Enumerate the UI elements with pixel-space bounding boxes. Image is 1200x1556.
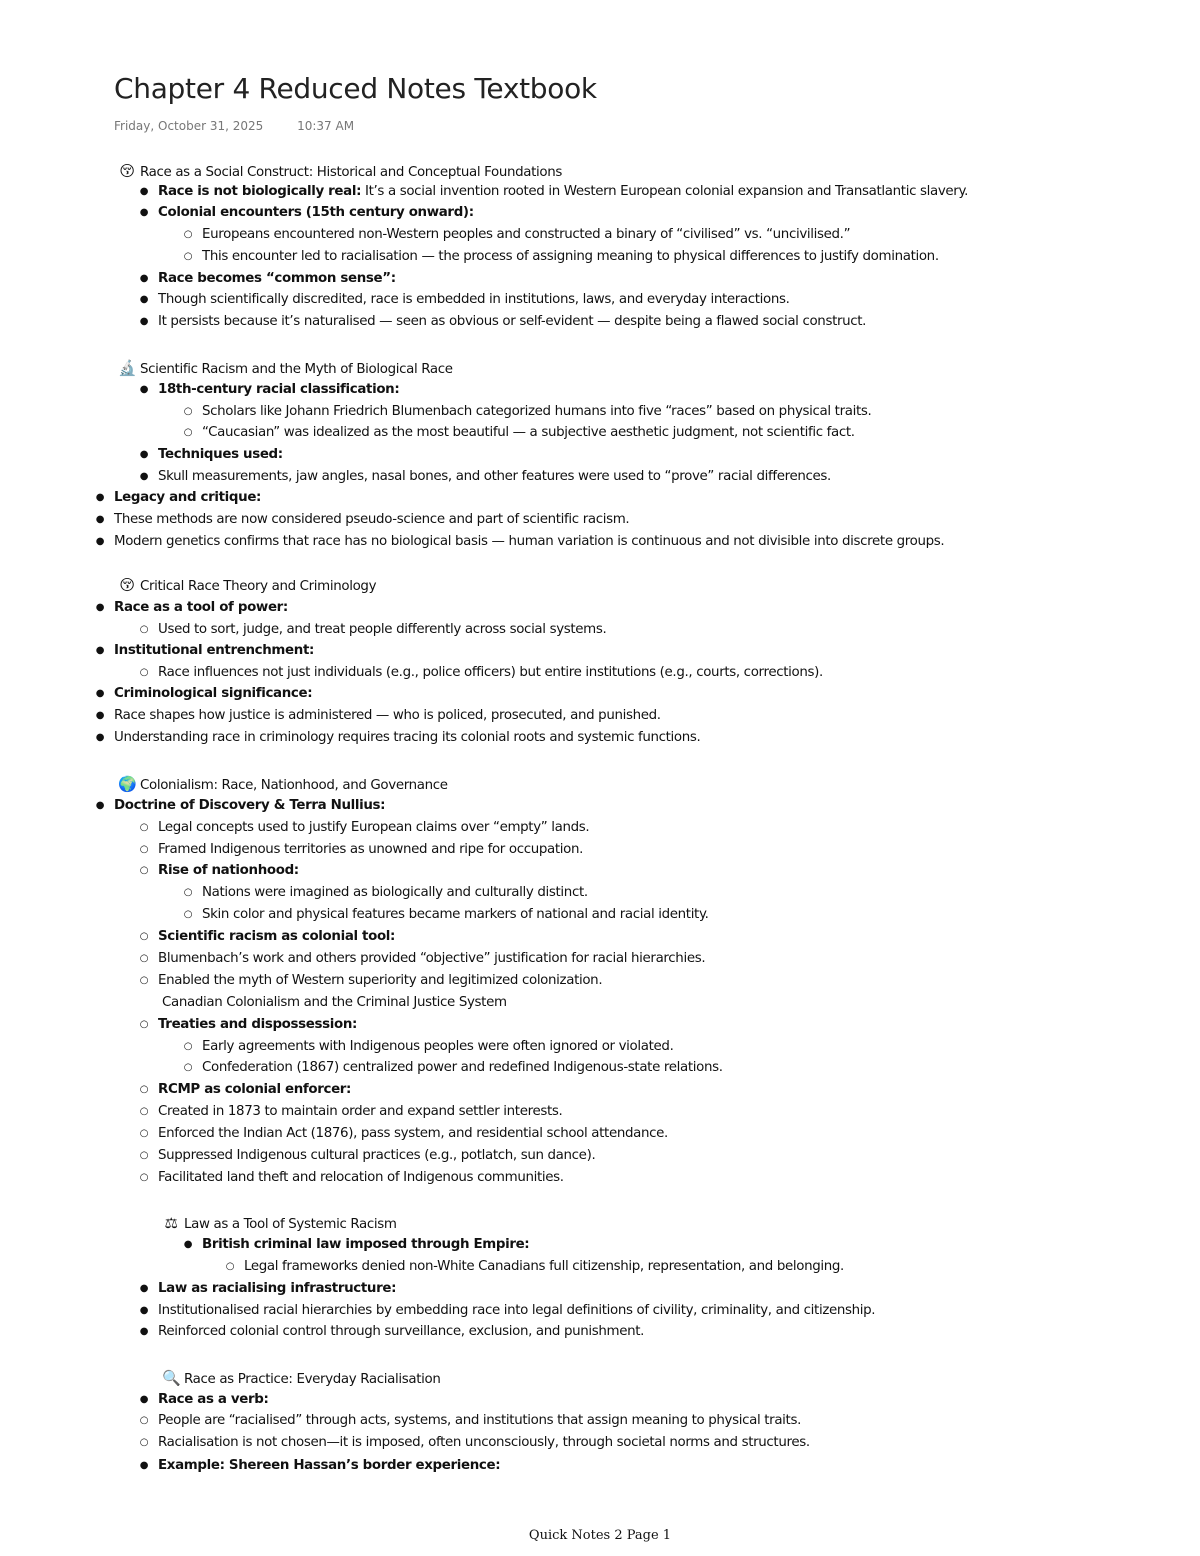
list-item-text: Racialisation is not chosen—it is imposed, often unconsciously, through societal norms and structures. xyxy=(158,1435,810,1450)
bullet-circle-icon: ○ xyxy=(225,1261,235,1272)
bullet-disc-icon: ● xyxy=(95,536,105,547)
list-item-text: Canadian Colonialism and the Criminal Justice System xyxy=(162,995,507,1010)
bullet-circle-icon: ○ xyxy=(183,887,193,898)
bullet-circle-icon: ○ xyxy=(139,667,149,678)
bullet-circle-icon: ○ xyxy=(183,909,193,920)
list-item-text: Though scientifically discredited, race is embedded in institutions, laws, and everyday interactions. xyxy=(158,292,790,307)
bullet-circle-icon: ○ xyxy=(139,1084,149,1095)
list-item xyxy=(139,311,867,333)
list-item xyxy=(183,1234,530,1256)
list-item-text: Confederation (1867) centralized power and redefined Indigenous-state relations. xyxy=(202,1060,723,1075)
list-item-text: Skin color and physical features became markers of national and racial identity. xyxy=(202,907,709,922)
list-item xyxy=(139,1321,645,1343)
section-heading-text: Colonialism: Race, Nationhood, and Governance xyxy=(140,778,448,793)
bullet-circle-icon: ○ xyxy=(139,624,149,635)
list-item xyxy=(139,289,790,311)
list-item xyxy=(183,904,709,926)
bullet-disc-icon: ● xyxy=(139,1283,149,1294)
list-item-text: Used to sort, judge, and treat people differently across social systems. xyxy=(158,622,607,637)
bullet-disc-icon: ● xyxy=(95,732,105,743)
globe-icon: 🌍 xyxy=(118,775,137,793)
list-item-text: It’s a social invention rooted in Western European colonial expansion and Transatlantic slavery. xyxy=(361,184,969,199)
page-date: Friday, October 31, 2025 xyxy=(114,119,264,133)
bullet-disc-icon: ● xyxy=(95,602,105,613)
list-item xyxy=(139,1101,563,1123)
list-item-lead: Law as racialising infrastructure: xyxy=(158,1281,397,1296)
list-item xyxy=(139,1300,876,1322)
list-item-lead: 18th-century racial classification: xyxy=(158,382,400,397)
list-item-text: Early agreements with Indigenous peoples were often ignored or violated. xyxy=(202,1039,674,1054)
list-item-text: Enforced the Indian Act (1876), pass system, and residential school attendance. xyxy=(158,1126,668,1141)
bullet-disc-icon: ● xyxy=(139,207,149,218)
bullet-circle-icon: ○ xyxy=(139,931,149,942)
section-heading-text: Race as a Social Construct: Historical and Conceptual Foundations xyxy=(140,165,563,180)
list-item xyxy=(139,1410,801,1432)
list-item-lead: Criminological significance: xyxy=(114,686,313,701)
bullet-circle-icon: ○ xyxy=(139,822,149,833)
list-item xyxy=(139,948,706,970)
list-item-text: Enabled the myth of Western superiority and legitimized colonization. xyxy=(158,973,603,988)
list-item xyxy=(139,181,969,203)
bullet-circle-icon: ○ xyxy=(139,1106,149,1117)
bullet-circle-icon: ○ xyxy=(139,953,149,964)
microscope-icon: 🔬 xyxy=(118,359,137,377)
bullet-circle-icon: ○ xyxy=(139,1128,149,1139)
list-item xyxy=(139,1389,269,1411)
bullet-circle-icon: ○ xyxy=(183,1062,193,1073)
list-item-text: Europeans encountered non-Western peoples and constructed a binary of “civilised” vs. “uncivilised.” xyxy=(202,227,851,242)
list-item xyxy=(139,466,831,488)
list-item xyxy=(95,705,661,727)
bullet-disc-icon: ● xyxy=(139,316,149,327)
bullet-circle-icon: ○ xyxy=(139,1019,149,1030)
page-timestamp xyxy=(114,119,354,133)
bullet-disc-icon: ● xyxy=(95,688,105,699)
list-item xyxy=(225,1256,844,1278)
section-heading xyxy=(162,1212,397,1234)
list-item-text: Race shapes how justice is administered — who is policed, prosecuted, and punished. xyxy=(114,708,661,723)
bullet-disc-icon: ● xyxy=(95,492,105,503)
list-item xyxy=(139,817,590,839)
list-item-text: Suppressed Indigenous cultural practices (e.g., potlatch, sun dance). xyxy=(158,1148,596,1163)
list-item-text: Legal frameworks denied non-White Canadians full citizenship, representation, and belonging. xyxy=(244,1259,844,1274)
list-item xyxy=(139,268,396,290)
list-item-lead: RCMP as colonial enforcer: xyxy=(158,1082,352,1097)
bullet-circle-icon: ○ xyxy=(183,251,193,262)
list-item xyxy=(139,1278,397,1300)
section-heading xyxy=(162,1367,440,1389)
list-item-text: “Caucasian” was idealized as the most beautiful — a subjective aesthetic judgment, not scientific fact. xyxy=(202,425,855,440)
list-item xyxy=(95,487,262,509)
list-item-text: Reinforced colonial control through surveillance, exclusion, and punishment. xyxy=(158,1324,645,1339)
bullet-circle-icon: ○ xyxy=(139,1437,149,1448)
list-item xyxy=(95,640,315,662)
page-title: Chapter 4 Reduced Notes Textbook xyxy=(114,72,597,105)
bullet-disc-icon: ● xyxy=(139,471,149,482)
list-item-text: This encounter led to racialisation — the process of assigning meaning to physical differences to justify domination. xyxy=(202,249,939,264)
list-item xyxy=(139,662,823,684)
list-item xyxy=(139,1432,810,1454)
list-item xyxy=(139,619,607,641)
list-item-text: These methods are now considered pseudo-science and part of scientific racism. xyxy=(114,512,630,527)
section-heading xyxy=(118,160,562,182)
list-item-text: Facilitated land theft and relocation of Indigenous communities. xyxy=(158,1170,564,1185)
bullet-disc-icon: ● xyxy=(139,1460,149,1471)
subheading-line xyxy=(162,992,507,1014)
list-item-lead: Legacy and critique: xyxy=(114,490,262,505)
list-item xyxy=(139,202,474,224)
bullet-circle-icon: ○ xyxy=(183,229,193,240)
list-item-lead: Rise of nationhood: xyxy=(158,863,299,878)
bullet-circle-icon: ○ xyxy=(139,1150,149,1161)
list-item xyxy=(95,727,701,749)
list-item-lead: Race is not biologically real: xyxy=(158,184,362,199)
list-item-text: Understanding race in criminology requires tracing its colonial roots and systemic functions. xyxy=(114,730,701,745)
section-heading-text: Scientific Racism and the Myth of Biological Race xyxy=(140,362,453,377)
list-item-lead: Techniques used: xyxy=(158,447,283,462)
bullet-disc-icon: ● xyxy=(139,384,149,395)
list-item-lead: Treaties and dispossession: xyxy=(158,1017,358,1032)
bullet-disc-icon: ● xyxy=(139,273,149,284)
list-item-lead: Example: Shereen Hassan’s border experience: xyxy=(158,1458,501,1473)
list-item-text: Blumenbach’s work and others provided “objective” justification for racial hierarchies. xyxy=(158,951,706,966)
list-item xyxy=(139,1079,352,1101)
list-item-text: Skull measurements, jaw angles, nasal bones, and other features were used to “prove” racial differences. xyxy=(158,469,831,484)
list-item xyxy=(139,1014,358,1036)
scales-icon: ⚖ xyxy=(164,1214,178,1232)
bullet-disc-icon: ● xyxy=(95,800,105,811)
list-item xyxy=(95,531,945,553)
section-heading xyxy=(118,773,448,795)
bullet-disc-icon: ● xyxy=(139,294,149,305)
page-time: 10:37 AM xyxy=(297,119,355,133)
bullet-circle-icon: ○ xyxy=(183,1041,193,1052)
list-item-lead: Colonial encounters (15th century onward): xyxy=(158,205,474,220)
bullet-circle-icon: ○ xyxy=(139,865,149,876)
page-footer: Quick Notes 2 Page 1 xyxy=(528,1528,672,1543)
list-item-text: It persists because it’s naturalised — seen as obvious or self-evident — despite being a flawed social construct. xyxy=(158,314,867,329)
list-item-lead: British criminal law imposed through Empire: xyxy=(202,1237,530,1252)
bullet-disc-icon: ● xyxy=(139,1305,149,1316)
list-item xyxy=(139,839,584,861)
bullet-circle-icon: ○ xyxy=(139,975,149,986)
magnifier-icon: 🔍 xyxy=(162,1369,181,1387)
section-heading xyxy=(118,574,376,596)
list-item-lead: Race as a tool of power: xyxy=(114,600,288,615)
list-item-text: Legal concepts used to justify European claims over “empty” lands. xyxy=(158,820,590,835)
list-item xyxy=(139,1455,501,1477)
list-item-text: Modern genetics confirms that race has no biological basis — human variation is continuous and not divisible into discrete groups. xyxy=(114,534,945,549)
list-item xyxy=(139,444,283,466)
list-item xyxy=(183,422,855,444)
bullet-disc-icon: ● xyxy=(183,1239,193,1250)
list-item xyxy=(139,926,396,948)
bullet-circle-icon: ○ xyxy=(139,1172,149,1183)
list-item xyxy=(139,970,603,992)
list-item-text: Created in 1873 to maintain order and expand settler interests. xyxy=(158,1104,563,1119)
list-item-text: People are “racialised” through acts, systems, and institutions that assign meaning to physical traits. xyxy=(158,1413,801,1428)
bullet-circle-icon: ○ xyxy=(183,406,193,417)
list-item xyxy=(139,379,400,401)
list-item-text: Framed Indigenous territories as unowned and ripe for occupation. xyxy=(158,842,584,857)
list-item xyxy=(139,1167,564,1189)
list-item xyxy=(95,597,288,619)
list-item-text: Race influences not just individuals (e.g., police officers) but entire institutions (e.g., courts, corrections). xyxy=(158,665,823,680)
list-item-lead: Institutional entrenchment: xyxy=(114,643,315,658)
section-heading-text: Critical Race Theory and Criminology xyxy=(140,579,377,594)
face-icon: 😚 xyxy=(119,576,135,594)
list-item xyxy=(95,509,630,531)
bullet-disc-icon: ● xyxy=(95,514,105,525)
list-item-text: Institutionalised racial hierarchies by embedding race into legal definitions of civility, criminality, and citizenship. xyxy=(158,1303,876,1318)
section-heading xyxy=(118,357,453,379)
list-item xyxy=(183,1036,674,1058)
list-item-text: Nations were imagined as biologically and culturally distinct. xyxy=(202,885,588,900)
list-item-lead: Race as a verb: xyxy=(158,1392,269,1407)
list-item xyxy=(183,401,872,423)
section-heading-text: Law as a Tool of Systemic Racism xyxy=(184,1217,397,1232)
list-item-text: Scholars like Johann Friedrich Blumenbach categorized humans into five “races” based on physical traits. xyxy=(202,404,872,419)
list-item xyxy=(139,1123,668,1145)
bullet-disc-icon: ● xyxy=(95,710,105,721)
bullet-disc-icon: ● xyxy=(139,186,149,197)
list-item xyxy=(183,224,851,246)
face-icon: 😚 xyxy=(119,162,135,180)
list-item xyxy=(139,860,299,882)
section-heading-text: Race as Practice: Everyday Racialisation xyxy=(184,1372,441,1387)
list-item-lead: Race becomes “common sense”: xyxy=(158,271,396,286)
bullet-circle-icon: ○ xyxy=(183,427,193,438)
list-item-lead: Doctrine of Discovery & Terra Nullius: xyxy=(114,798,386,813)
list-item xyxy=(95,795,386,817)
list-item xyxy=(183,246,939,268)
bullet-disc-icon: ● xyxy=(139,1326,149,1337)
bullet-disc-icon: ● xyxy=(95,645,105,656)
list-item xyxy=(95,683,313,705)
list-item xyxy=(183,1057,723,1079)
bullet-disc-icon: ● xyxy=(139,1394,149,1405)
list-item xyxy=(139,1145,596,1167)
bullet-disc-icon: ● xyxy=(139,449,149,460)
list-item-lead: Scientific racism as colonial tool: xyxy=(158,929,396,944)
list-item xyxy=(183,882,588,904)
bullet-circle-icon: ○ xyxy=(139,844,149,855)
bullet-circle-icon: ○ xyxy=(139,1415,149,1426)
